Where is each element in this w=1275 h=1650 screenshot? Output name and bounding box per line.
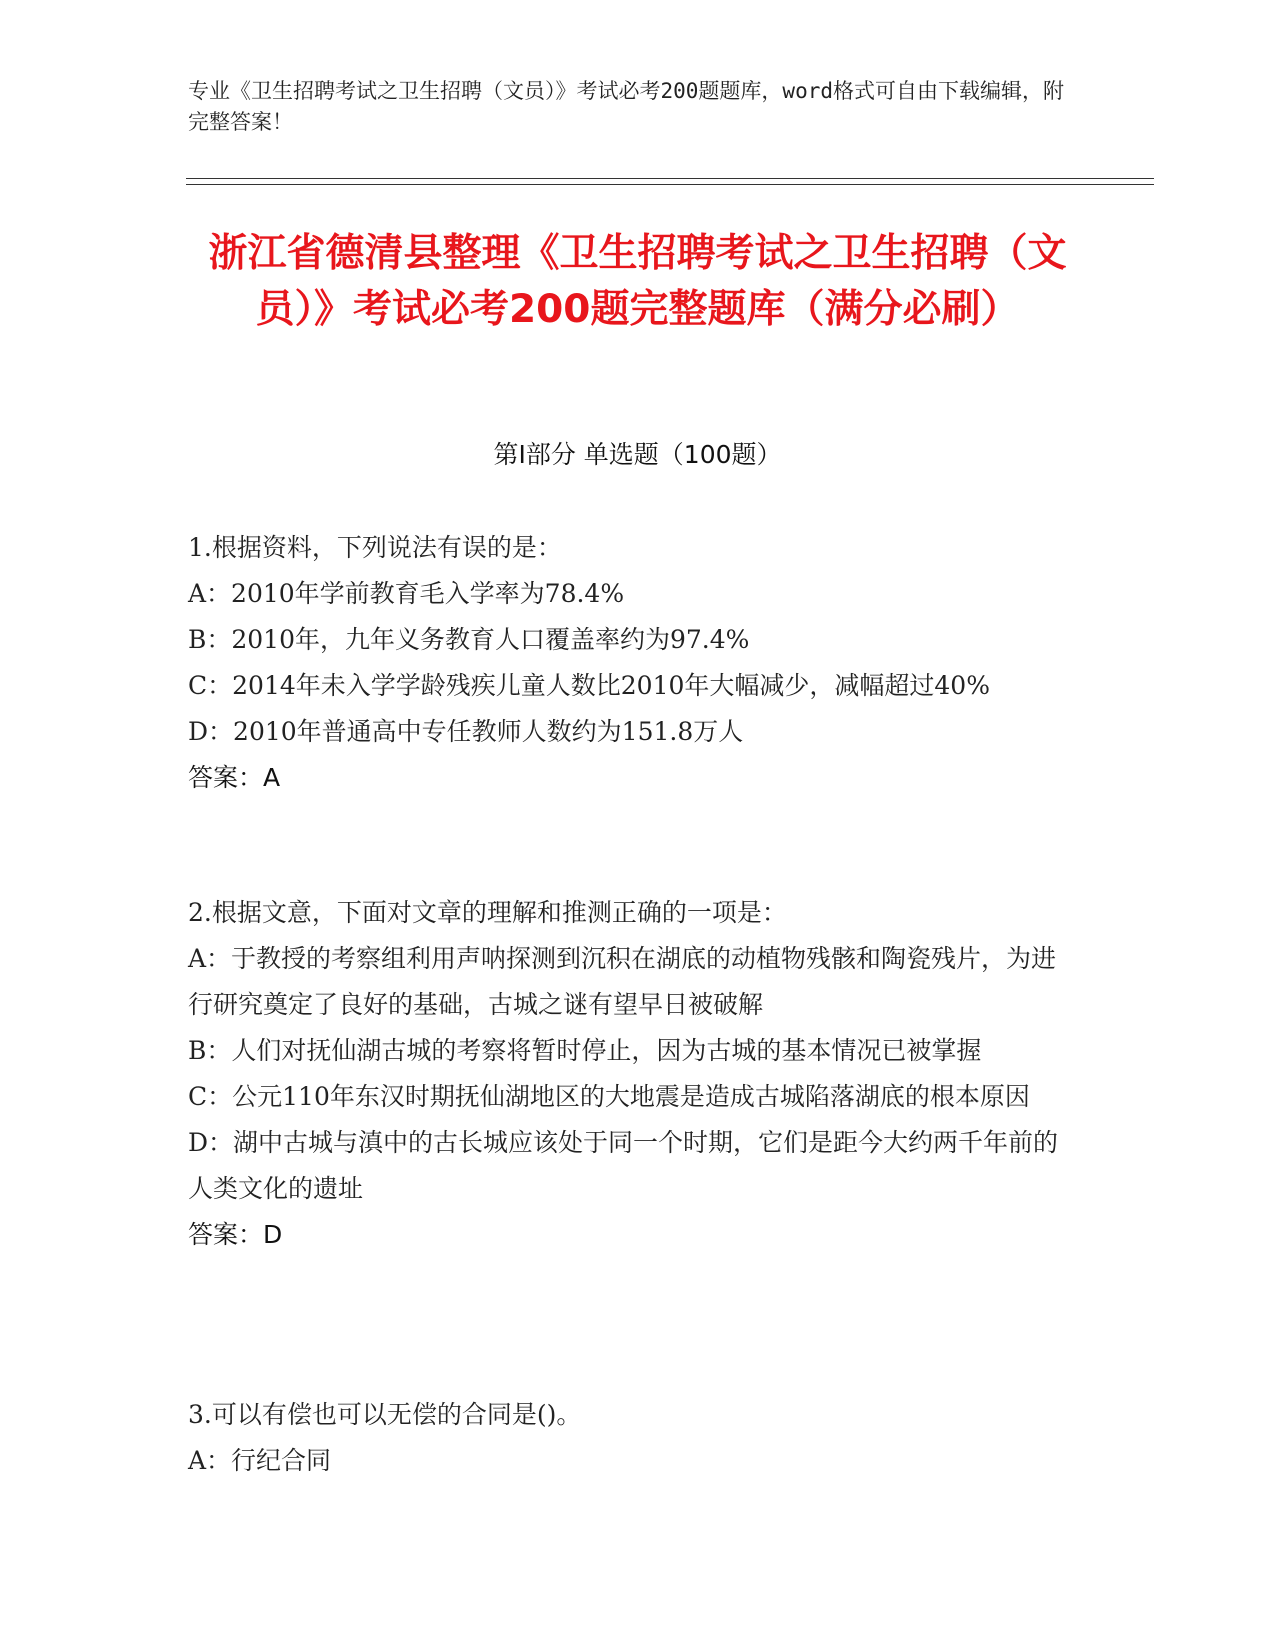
option-b: B：人们对抚仙湖古城的考察将暂时停止，因为古城的基本情况已被掌握 — [188, 1036, 982, 1065]
question-stem: 3.可以有偿也可以无偿的合同是()。 — [188, 1400, 582, 1429]
option-b: B：2010年，九年义务教育人口覆盖率约为97.4% — [188, 625, 750, 654]
header-note: 专业《卫生招聘考试之卫生招聘（文员）》考试必考200题题库，word格式可自由下载编辑，附完整答案！ — [188, 79, 1064, 134]
option-a: A：2010年学前教育毛入学率为78.4% — [188, 579, 625, 608]
question-stem: 2.根据文意，下面对文章的理解和推测正确的一项是： — [188, 898, 787, 927]
answer: 答案：D — [188, 1220, 283, 1249]
option-d: D：湖中古城与滇中的古长城应该处于同一个时期，它们是距今大约两千年前的人类文化的遗址 — [188, 1128, 1059, 1203]
option-c: C：2014年未入学学龄残疾儿童人数比2010年大幅减少，减幅超过40% — [188, 671, 990, 700]
question-stem: 1.根据资料，下列说法有误的是： — [188, 533, 562, 562]
question-3 — [188, 1392, 1078, 1484]
document-title: 浙江省德清县整理《卫生招聘考试之卫生招聘（文员）》考试必考200题完整题库（满分必刷） — [208, 231, 1067, 332]
question-2 — [188, 890, 1078, 1258]
question-1 — [188, 525, 1078, 801]
option-a: A：于教授的考察组利用声呐探测到沉积在湖底的动植物残骸和陶瓷残片，为进行研究奠定了良好的基础，古城之谜有望早日被破解 — [188, 944, 1057, 1019]
option-d: D：2010年普通高中专任教师人数约为151.8万人 — [188, 717, 744, 746]
section-title: 第Ⅰ部分 单选题（100题） — [493, 440, 782, 469]
option-a: A：行纪合同 — [188, 1446, 332, 1475]
answer: 答案：A — [188, 763, 281, 792]
option-c: C：公元110年东汉时期抚仙湖地区的大地震是造成古城陷落湖底的根本原因 — [188, 1082, 1030, 1111]
header-rule-bottom — [186, 184, 1154, 185]
header-rule-top — [186, 178, 1154, 179]
